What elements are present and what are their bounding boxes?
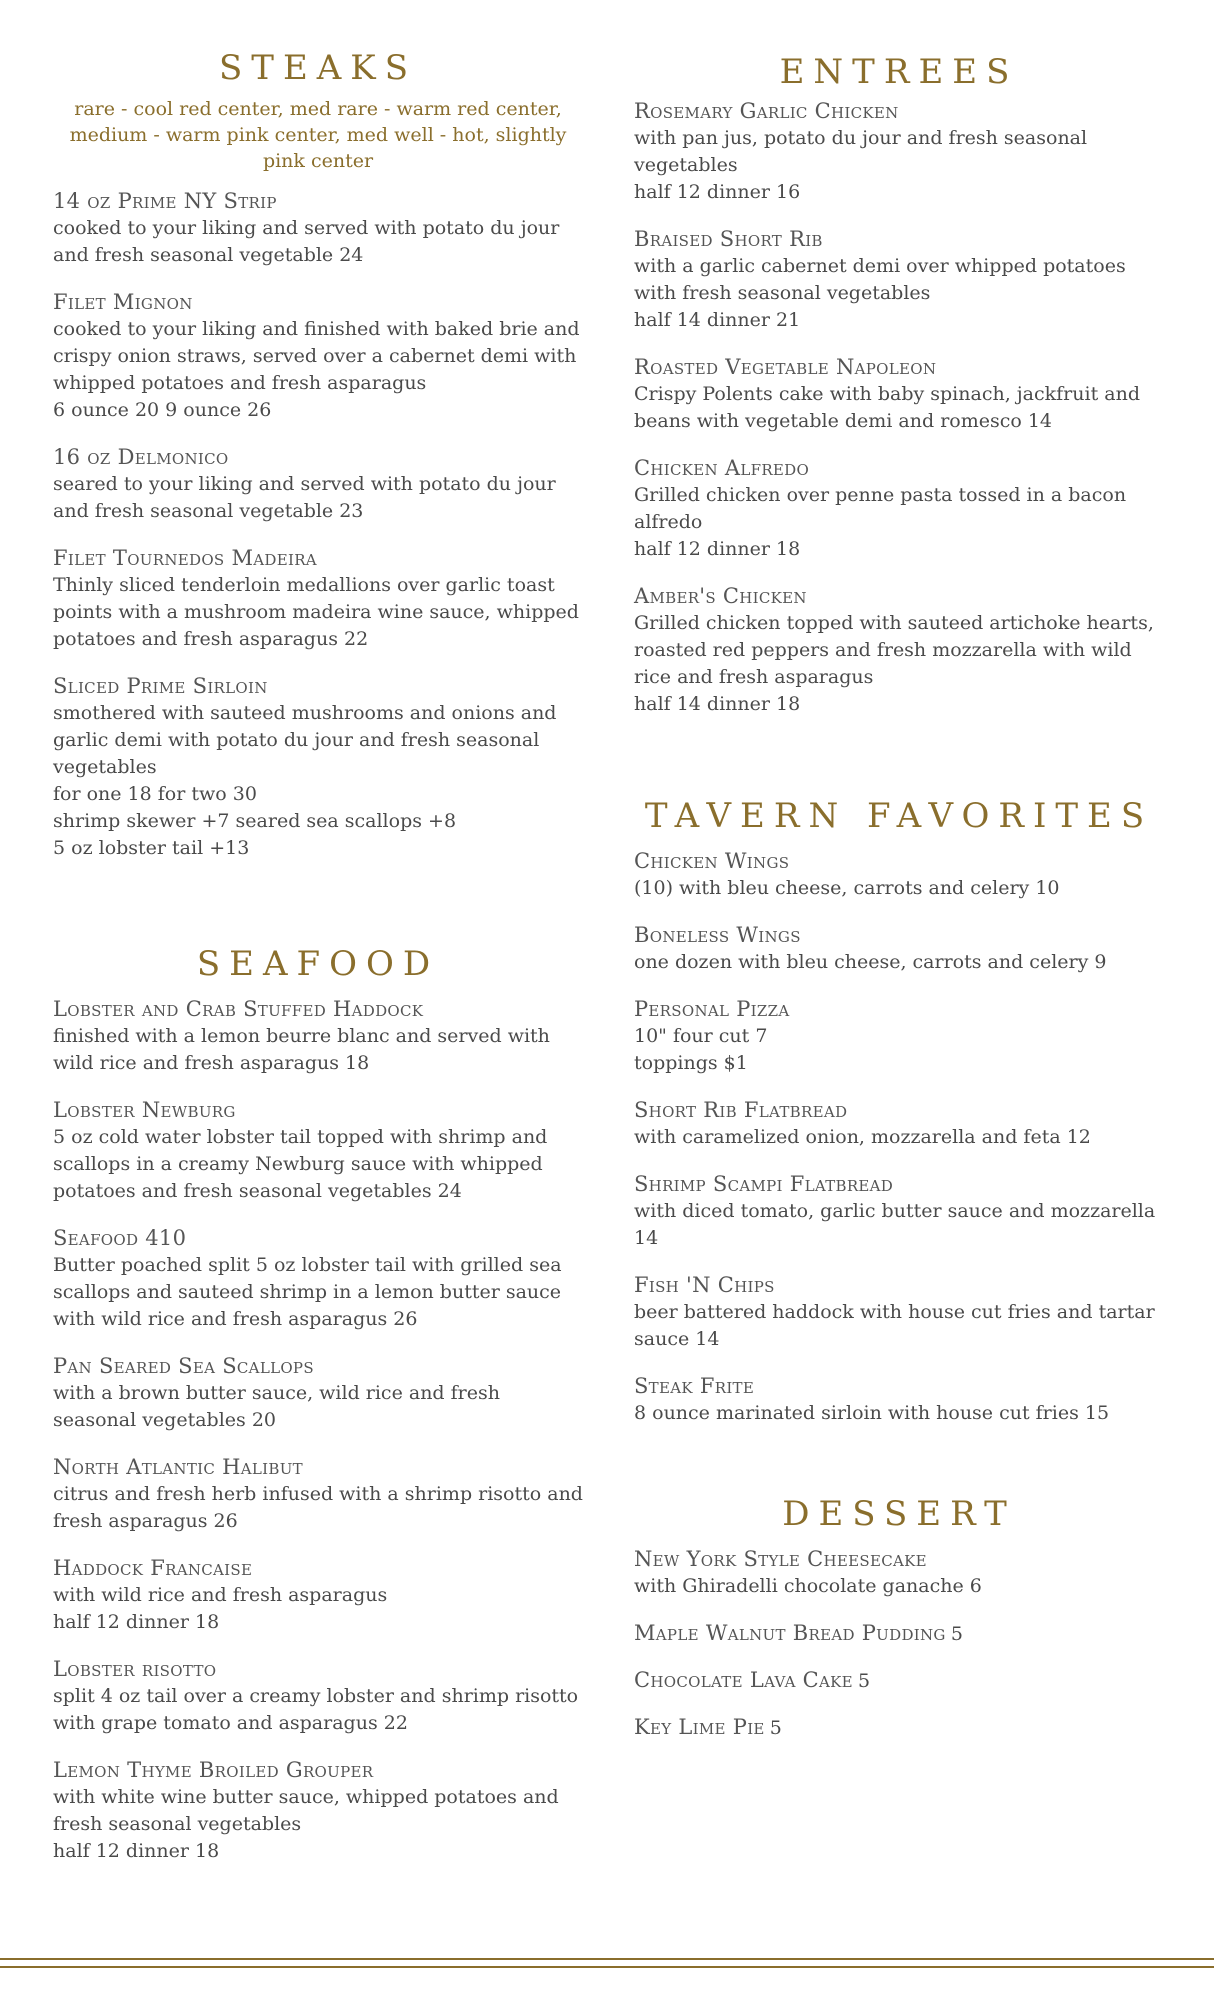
item-price: half 12 dinner 18 — [53, 1840, 220, 1862]
item-name: Pan Seared Sea Scallops — [53, 1354, 314, 1378]
menu-item — [634, 1667, 1164, 1694]
item-name: Amber's Chicken — [634, 584, 807, 608]
item-name: Roasted Vegetable Napoleon — [634, 355, 937, 379]
item-desc: (10) with bleu cheese, carrots and celery 10 — [634, 877, 1060, 899]
item-name: Boneless Wings — [634, 923, 801, 947]
menu-item — [53, 1555, 583, 1636]
tavern-section — [634, 796, 1164, 1447]
entrees-heading: ENTREES — [779, 52, 1019, 92]
menu-item — [53, 996, 583, 1077]
item-desc: cooked to your liking and served with potato du jour and fresh seasonal vegetable 24 — [53, 217, 560, 266]
item-desc: Grilled chicken topped with sauteed artichoke hearts, roasted red peppers and fresh mozzarella with wild rice and fresh asparagus — [634, 612, 1154, 688]
item-name: Chicken Alfredo — [634, 456, 810, 480]
item-price: half 14 dinner 21 — [634, 309, 801, 331]
item-name: Haddock Francaise — [53, 1556, 253, 1580]
menu-item — [634, 922, 1164, 976]
steaks-heading: STEAKS — [218, 48, 418, 88]
menu-item — [634, 1097, 1164, 1151]
item-desc: with Ghiradelli chocolate ganache 6 — [634, 1575, 982, 1597]
menu-item — [634, 848, 1164, 902]
item-desc: cooked to your liking and finished with baked brie and crispy onion straws, served over a cabernet demi with whipped potatoes and fresh asparagus — [53, 318, 580, 394]
item-name: New York Style Cheesecake — [634, 1547, 927, 1571]
item-name: Braised Short Rib — [634, 227, 823, 251]
tavern-heading: TAVERN FAVORITES — [644, 796, 1154, 836]
item-name: Fish 'N Chips — [634, 1273, 775, 1297]
item-name: Lobster risotto — [53, 1657, 217, 1681]
item-addon: 5 oz lobster tail +13 — [53, 837, 250, 859]
menu-item — [634, 226, 1164, 334]
item-name: Lobster and Crab Stuffed Haddock — [53, 997, 424, 1021]
item-price: half 14 dinner 18 — [634, 693, 801, 715]
menu-item — [53, 289, 583, 424]
menu-item — [53, 1656, 583, 1737]
menu-item — [634, 583, 1164, 718]
menu-item — [53, 1097, 583, 1205]
item-name: Sliced Prime Sirloin — [53, 674, 268, 698]
item-desc: seared to your liking and served with potato du jour and fresh seasonal vegetable 23 — [53, 473, 556, 522]
steaks-section — [53, 48, 583, 882]
item-price: toppings $1 — [634, 1052, 748, 1074]
item-name: North Atlantic Halibut — [53, 1455, 303, 1479]
item-desc: with a brown butter sauce, wild rice and fresh seasonal vegetables 20 — [53, 1382, 500, 1431]
menu-item — [53, 1757, 583, 1865]
item-desc: 8 ounce marinated sirloin with house cut fries 15 — [634, 1402, 1110, 1424]
footer-rule — [0, 1958, 1214, 1960]
item-name: 14 oz Prime NY Strip — [53, 189, 277, 213]
menu-item — [634, 98, 1164, 206]
item-price: half 12 dinner 18 — [634, 538, 801, 560]
item-price: 5 — [858, 1670, 871, 1692]
menu-item — [53, 1225, 583, 1333]
item-name: Chocolate Lava Cake — [634, 1668, 853, 1692]
menu-item — [634, 1373, 1164, 1427]
item-desc: citrus and fresh herb infused with a shrimp risotto and fresh asparagus 26 — [53, 1483, 583, 1532]
menu-item — [634, 1171, 1164, 1252]
seafood-section — [53, 944, 583, 1885]
item-name: Maple Walnut Bread Pudding — [634, 1621, 946, 1645]
item-desc: 10" four cut 7 — [634, 1025, 768, 1047]
item-desc: beer battered haddock with house cut fries and tartar sauce 14 — [634, 1301, 1155, 1350]
item-addon: shrimp skewer +7 seared sea scallops +8 — [53, 810, 457, 832]
menu-item — [634, 996, 1164, 1077]
item-desc: with pan jus, potato du jour and fresh seasonal vegetables — [634, 127, 1088, 176]
item-name: Short Rib Flatbread — [634, 1098, 848, 1122]
menu-item — [53, 444, 583, 525]
item-desc: one dozen with bleu cheese, carrots and celery 9 — [634, 951, 1107, 973]
item-name: Chicken Wings — [634, 849, 790, 873]
menu-item — [53, 673, 583, 862]
item-desc: Thinly sliced tenderloin medallions over garlic toast points with a mushroom madeira wine sauce, whipped potatoes and fresh asparagus 22 — [53, 574, 579, 650]
menu-item — [53, 1353, 583, 1434]
item-name: Seafood 410 — [53, 1226, 187, 1250]
item-price: 5 — [769, 1717, 782, 1739]
item-desc: Grilled chicken over penne pasta tossed in a bacon alfredo — [634, 484, 1127, 533]
item-name: Filet Mignon — [53, 290, 193, 314]
menu-item — [634, 1546, 1164, 1600]
menu-item — [53, 188, 583, 269]
item-name: Shrimp Scampi Flatbread — [634, 1172, 894, 1196]
item-desc: 5 oz cold water lobster tail topped with shrimp and scallops in a creamy Newburg sauce with whipped potatoes and fresh seasonal vegetables 24 — [53, 1126, 548, 1202]
item-price: half 12 dinner 18 — [53, 1611, 220, 1633]
menu-item — [634, 455, 1164, 563]
item-price: 6 ounce 20 9 ounce 26 — [53, 399, 272, 421]
item-name: Lemon Thyme Broiled Grouper — [53, 1758, 374, 1782]
footer-rule — [0, 1966, 1214, 1968]
menu-item — [634, 1714, 1164, 1741]
menu-item — [53, 1454, 583, 1535]
menu-item — [634, 354, 1164, 435]
item-desc: Crispy Polents cake with baby spinach, jackfruit and beans with vegetable demi and romesco 14 — [634, 383, 1140, 432]
entrees-section — [634, 52, 1164, 738]
menu-item — [634, 1272, 1164, 1353]
item-name: Key Lime Pie — [634, 1715, 765, 1739]
menu-item — [53, 545, 583, 653]
item-desc: with diced tomato, garlic butter sauce and mozzarella 14 — [634, 1200, 1156, 1249]
item-desc: Butter poached split 5 oz lobster tail with grilled sea scallops and sauteed shrimp in a lemon butter sauce with wild rice and fresh asparagus 26 — [53, 1254, 562, 1330]
item-desc: finished with a lemon beurre blanc and served with wild rice and fresh asparagus 18 — [53, 1025, 550, 1074]
steaks-doneness-note: rare - cool red center, med rare - warm red center, medium - warm pink center, med well - hot, slightly pink center — [69, 98, 567, 172]
item-name: Lobster Newburg — [53, 1098, 236, 1122]
item-name: 16 oz Delmonico — [53, 445, 229, 469]
item-price: half 12 dinner 16 — [634, 181, 801, 203]
item-desc: with a garlic cabernet demi over whipped potatoes with fresh seasonal vegetables — [634, 255, 1126, 304]
dessert-heading: DESSERT — [782, 1494, 1016, 1534]
item-name: Rosemary Garlic Chicken — [634, 99, 899, 123]
dessert-section — [634, 1494, 1164, 1761]
menu-item — [634, 1620, 1164, 1647]
item-desc: smothered with sauteed mushrooms and onions and garlic demi with potato du jour and fresh seasonal vegetables — [53, 702, 557, 778]
item-price: 5 — [950, 1623, 963, 1645]
item-price: for one 18 for two 30 — [53, 783, 257, 805]
item-desc: with white wine butter sauce, whipped potatoes and fresh seasonal vegetables — [53, 1786, 559, 1835]
seafood-heading: SEAFOOD — [196, 944, 440, 984]
item-desc: with caramelized onion, mozzarella and feta 12 — [634, 1126, 1091, 1148]
item-name: Filet Tournedos Madeira — [53, 546, 317, 570]
item-desc: split 4 oz tail over a creamy lobster and shrimp risotto with grape tomato and asparagus 22 — [53, 1685, 579, 1734]
item-desc: with wild rice and fresh asparagus — [53, 1584, 388, 1606]
item-name: Personal Pizza — [634, 997, 790, 1021]
item-name: Steak Frite — [634, 1374, 755, 1398]
